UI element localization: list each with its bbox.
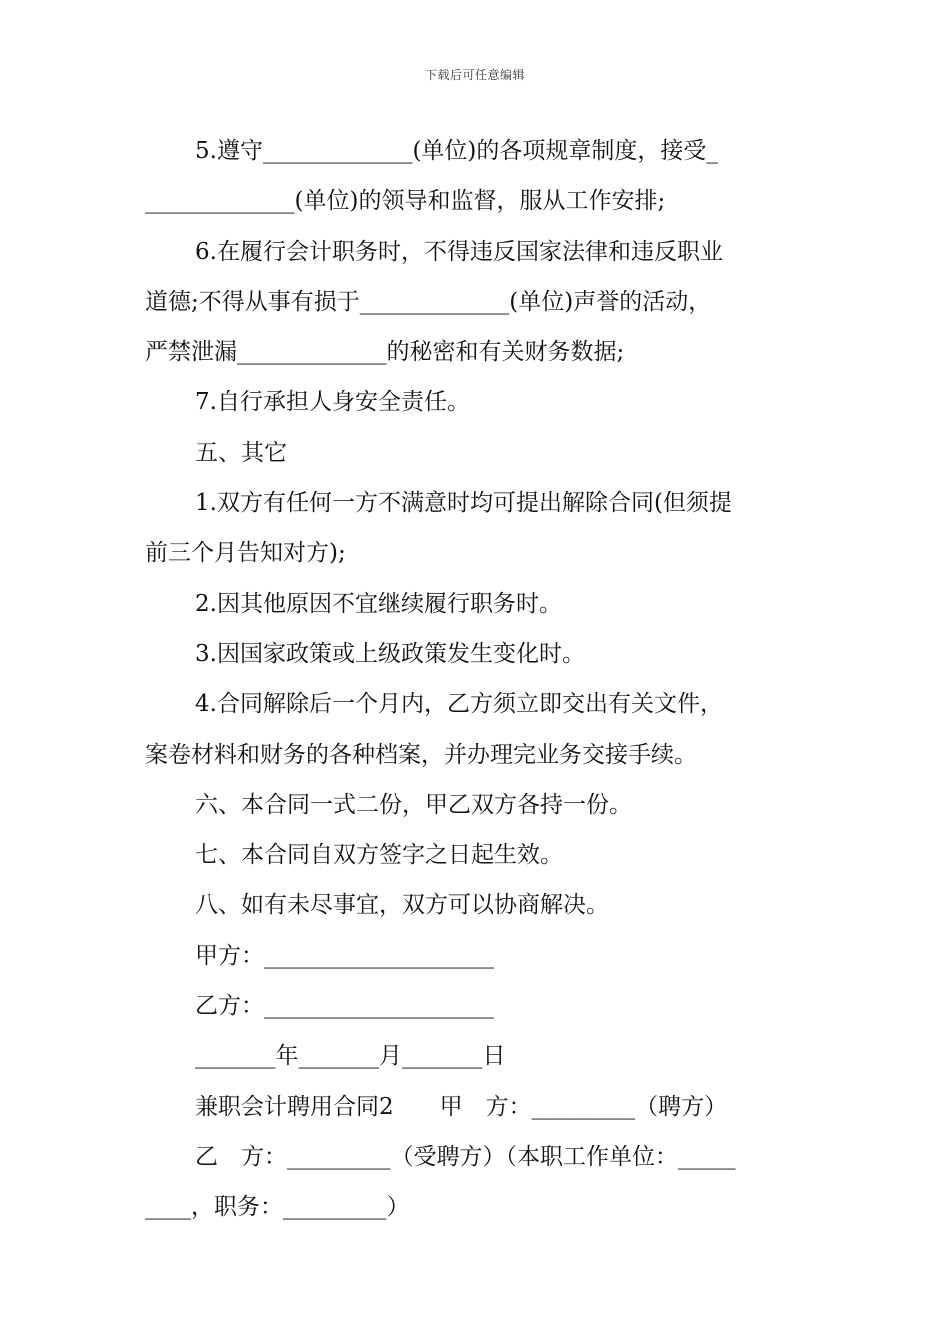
page-header-note: 下载后可任意编辑 (424, 68, 525, 82)
paragraph-line: 前三个月告知对方); (145, 540, 346, 567)
paragraph-line: 3.因国家政策或上级政策发生变化时。 (195, 640, 585, 667)
paragraph-line: 道德;不得从事有损于_____________(单位)声誉的活动， (145, 288, 712, 315)
paragraph-line: 1.双方有任何一方不满意时均可提出解除合同(但须提 (195, 490, 732, 517)
party-a-signature-line: 甲方：____________________ (195, 942, 494, 969)
paragraph-line: 2.因其他原因不宜继续履行职务时。 (195, 590, 562, 617)
paragraph-line: 严禁泄漏_____________的秘密和有关财务数据; (145, 339, 625, 366)
paragraph-line: _____________(单位)的领导和监督，服从工作安排; (145, 188, 666, 215)
section-heading: 五、其它 (195, 439, 287, 466)
paragraph-line: 4.合同解除后一个月内，乙方须立即交出有关文件， (195, 691, 723, 718)
contract-title-line: 兼职会计聘用合同2 甲 方：_________（聘方） (195, 1093, 728, 1120)
paragraph-line: 5.遵守_____________(单位)的各项规章制度，接受_ (195, 138, 718, 164)
paragraph-line: 案卷材料和财务的各种档案，并办理完业务交接手续。 (145, 741, 697, 768)
party-b-signature-line: 乙方：____________________ (195, 993, 494, 1020)
section-heading: 六、本合同一式二份，甲乙双方各持一份。 (195, 791, 632, 818)
paragraph-line: 6.在履行会计职务时，不得违反国家法律和违反职业 (195, 238, 723, 265)
document-body (145, 126, 809, 1233)
date-line: _______年_______月_______日 (195, 1043, 506, 1070)
paragraph-line: ____，职务：_________） (145, 1194, 410, 1221)
section-heading: 八、如有未尽事宜，双方可以协商解决。 (195, 892, 609, 919)
paragraph-line: 乙 方：_________（受聘方）（本职工作单位：_____ (195, 1143, 736, 1170)
section-heading: 七、本合同自双方签字之日起生效。 (195, 842, 563, 869)
paragraph-line: 7.自行承担人身安全责任。 (195, 389, 470, 416)
